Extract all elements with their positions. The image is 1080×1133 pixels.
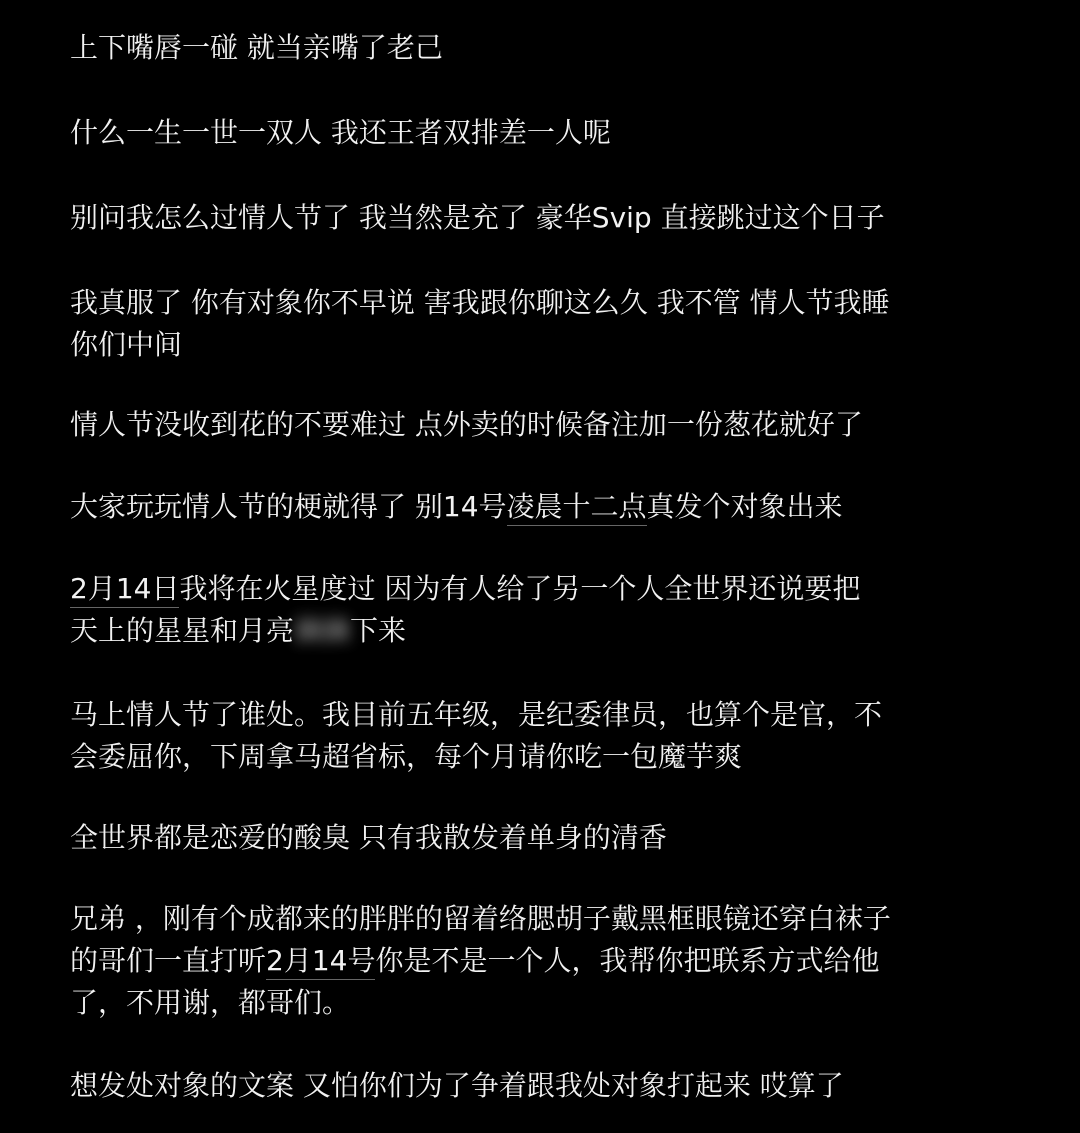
note-text: 下来: [350, 614, 407, 647]
note-text: 我将在火星度过 因为有人给了另一个人全世界还说要把: [179, 572, 861, 605]
note-line: 全世界都是恋爱的酸臭 只有我散发着单身的清香: [70, 821, 667, 854]
note-7: [70, 568, 860, 652]
note-line: 兄弟 ，刚有个成都来的胖胖的留着络腮胡子戴黑框眼镜还穿白袜子: [70, 902, 891, 935]
note-line: 什么一生一世一双人 我还王者双排差一人呢: [70, 116, 611, 149]
note-line: 会委屈你，下周拿马超省标，每个月请你吃一包魔芋爽: [70, 740, 743, 773]
note-line: [70, 486, 843, 528]
note-line: 想发处对象的文案 又怕你们为了争着跟我处对象打起来 哎算了: [70, 1069, 844, 1102]
note-1: [70, 27, 443, 69]
note-text: 你是不是一个人，我帮你把联系方式给他: [375, 944, 880, 977]
note-line: 马上情人节了谁处。我目前五年级，是纪委律员，也算个是官，不: [70, 698, 883, 731]
note-line: [70, 940, 891, 982]
note-5: [70, 404, 863, 446]
note-text: 大家玩玩情人节的梗就得了 别14号: [70, 490, 507, 523]
blurred-text: 摘摘: [294, 614, 351, 647]
note-text: 天上的星星和月亮: [70, 614, 295, 647]
underlined-text: 2月14日: [70, 572, 179, 608]
note-line: 你们中间: [70, 328, 183, 361]
note-8: [70, 694, 882, 778]
note-6: [70, 486, 843, 528]
underlined-text: 凌晨十二点: [507, 490, 647, 526]
note-line: 了，不用谢，都哥们。: [70, 986, 351, 1019]
note-line: 我真服了 你有对象你不早说 害我跟你聊这么久 我不管 情人节我睡: [70, 286, 890, 319]
note-line: 别问我怎么过情人节了 我当然是充了 豪华Svip 直接跳过这个日子: [70, 201, 885, 234]
note-line: 情人节没收到花的不要难过 点外卖的时候备注加一份葱花就好了: [70, 408, 863, 441]
note-9: [70, 817, 667, 859]
note-2: [70, 112, 611, 154]
note-3: [70, 197, 885, 239]
note-10: [70, 898, 891, 1024]
underlined-text: 2月14号: [266, 944, 375, 980]
note-line: [70, 568, 860, 610]
note-line: 上下嘴唇一碰 就当亲嘴了老己: [70, 31, 443, 64]
note-4: [70, 282, 890, 366]
note-11: [70, 1065, 844, 1107]
note-line: [70, 610, 860, 652]
note-text: 的哥们一直打听: [70, 944, 267, 977]
note-text: 真发个对象出来: [646, 490, 843, 523]
